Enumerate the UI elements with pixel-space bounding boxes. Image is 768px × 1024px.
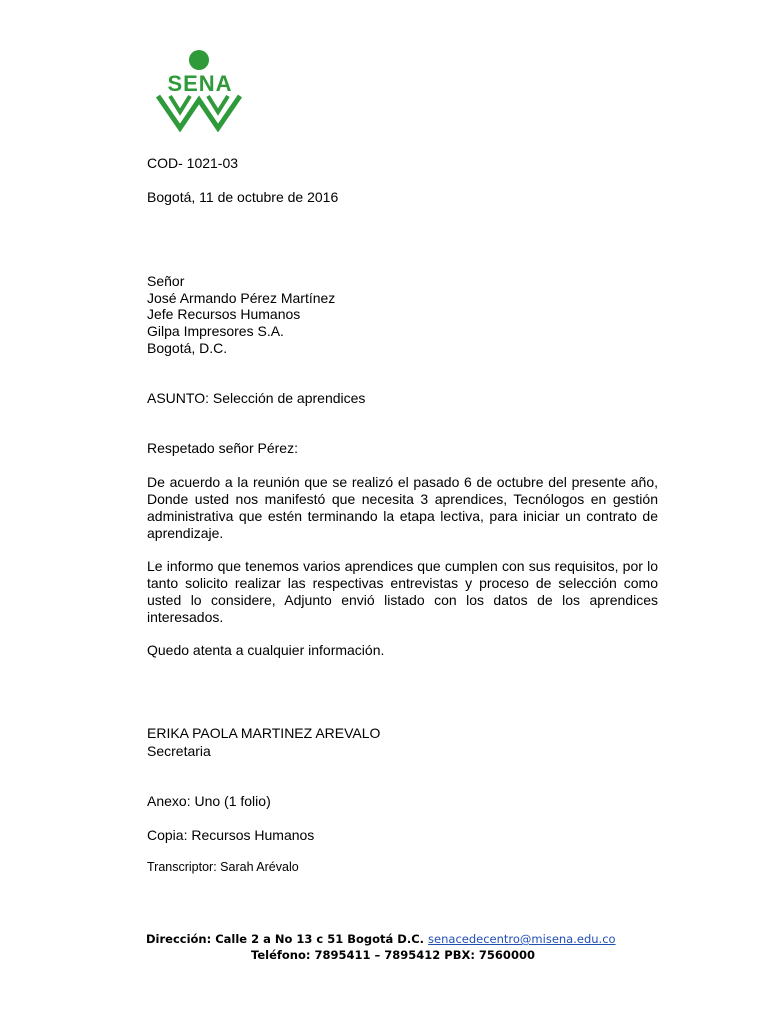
subject-line: ASUNTO: Selección de aprendices <box>147 390 366 406</box>
annex-line: Anexo: Uno (1 folio) <box>147 793 271 809</box>
recipient-name: José Armando Pérez Martínez <box>147 290 336 306</box>
date-line: Bogotá, 11 de octubre de 2016 <box>147 189 339 205</box>
footer-address-row <box>0 931 768 947</box>
logo-text: SENA <box>167 71 233 96</box>
sena-logo <box>156 50 248 132</box>
document-code: COD- 1021-03 <box>147 155 239 171</box>
recipient-position: Jefe Recursos Humanos <box>147 306 301 322</box>
recipient-city: Bogotá, D.C. <box>147 340 228 356</box>
footer-address: Dirección: Calle 2 a No 13 c 51 Bogotá D.C. <box>146 932 425 946</box>
recipient-company: Gilpa Impresores S.A. <box>147 323 284 339</box>
recipient-salutation: Señor <box>147 273 185 289</box>
signature-title: Secretaria <box>147 743 211 759</box>
transcriber-line: Transcriptor: Sarah Arévalo <box>147 860 299 874</box>
greeting: Respetado señor Pérez: <box>147 440 298 456</box>
body-paragraph-2: Le informo que tenemos varios aprendices que cumplen con sus requisitos, por lo tanto solicito realizar las respectivas entrevistas y proceso de selección como usted lo considere, Adjunto envió listado con los datos de los aprendices interesados. <box>147 558 658 625</box>
body-paragraph-1: De acuerdo a la reunión que se realizó el pasado 6 de octubre del presente año, Donde usted nos manifestó que necesita 3 aprendices, Tecnólogos en gestión administrativa que estén terminando la etapa lectiva, para iniciar un contrato de aprendizaje. <box>147 474 658 541</box>
footer-email-link[interactable]: senacedecentro@misena.edu.co <box>428 932 616 946</box>
signature-name: ERIKA PAOLA MARTINEZ AREVALO <box>147 725 381 741</box>
footer-phone: Teléfono: 7895411 – 7895412 PBX: 7560000 <box>251 948 535 962</box>
closing-line: Quedo atenta a cualquier información. <box>147 642 385 658</box>
copy-line: Copia: Recursos Humanos <box>147 827 315 843</box>
